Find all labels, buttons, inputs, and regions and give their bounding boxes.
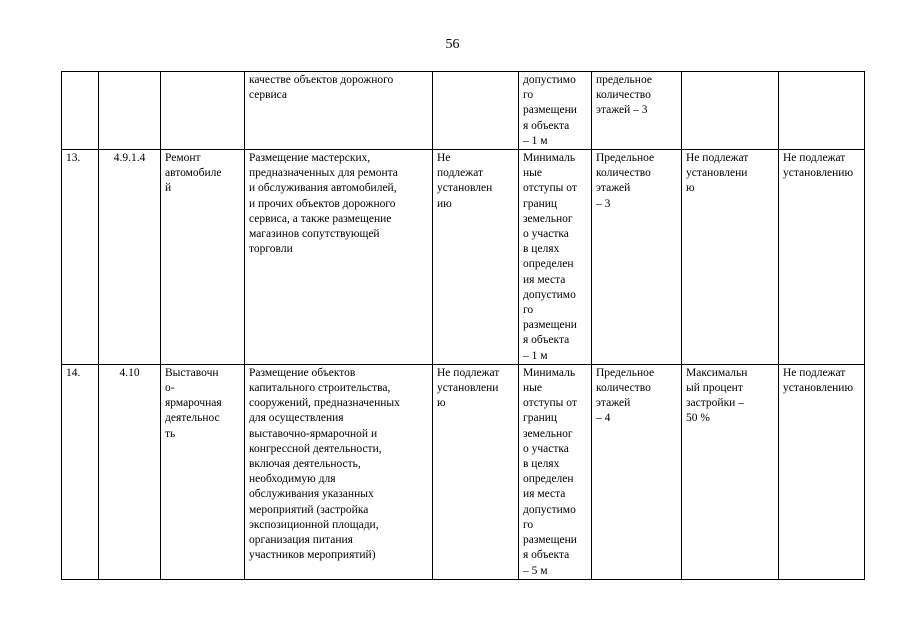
parameter-cell: [433, 72, 519, 150]
row-number-cell: 13.: [62, 150, 99, 365]
setback-cell: Минималь ные отступы от границ земельног о участка в целях определен ия места допустимо го размещени я объекта – 1 м: [519, 150, 592, 365]
use-name-cell: [161, 72, 245, 150]
floors-cell: предельное количество этажей – 3: [592, 72, 682, 150]
coverage-cell: Максимальн ый процент застройки – 50 %: [682, 364, 779, 579]
use-code-cell: 4.10: [99, 364, 161, 579]
zoning-regulations-table: [61, 71, 865, 580]
row-number-cell: 14.: [62, 364, 99, 579]
row-number-cell: [62, 72, 99, 150]
restrictions-cell: Не подлежат установлению: [779, 150, 865, 365]
setback-cell: Минималь ные отступы от границ земельног о участка в целях определен ия места допустимо го размещени я объекта – 5 м: [519, 364, 592, 579]
table-row: [62, 72, 865, 150]
setback-cell: допустимо го размещени я объекта – 1 м: [519, 72, 592, 150]
use-description-cell: качестве объектов дорожного сервиса: [245, 72, 433, 150]
restrictions-cell: [779, 72, 865, 150]
floors-cell: Предельное количество этажей – 4: [592, 364, 682, 579]
use-description-cell: Размещение мастерских, предназначенных для ремонта и обслуживания автомобилей, и прочих объектов дорожного сервиса, а также размещение магазинов сопутствующей торговли: [245, 150, 433, 365]
parameter-cell: Не подлежат установлени ю: [433, 364, 519, 579]
use-code-cell: 4.9.1.4: [99, 150, 161, 365]
page-number: 56: [445, 37, 460, 52]
floors-cell: Предельное количество этажей – 3: [592, 150, 682, 365]
coverage-cell: Не подлежат установлени ю: [682, 150, 779, 365]
restrictions-cell: Не подлежат установлению: [779, 364, 865, 579]
parameter-cell: Не подлежат установлен ию: [433, 150, 519, 365]
use-code-cell: [99, 72, 161, 150]
use-description-cell: Размещение объектов капитального строительства, сооружений, предназначенных для осуществления выставочно-ярмарочной и конгрессной деятельности, включая деятельность, необходимую для обслуживания указанных мероприятий (застройка экспозиционной площади, организация питания участников мероприятий): [245, 364, 433, 579]
use-name-cell: Ремонт автомобиле й: [161, 150, 245, 365]
table-row: [62, 364, 865, 579]
use-name-cell: Выставочн о- ярмарочная деятельнос ть: [161, 364, 245, 579]
table-row: [62, 150, 865, 365]
coverage-cell: [682, 72, 779, 150]
